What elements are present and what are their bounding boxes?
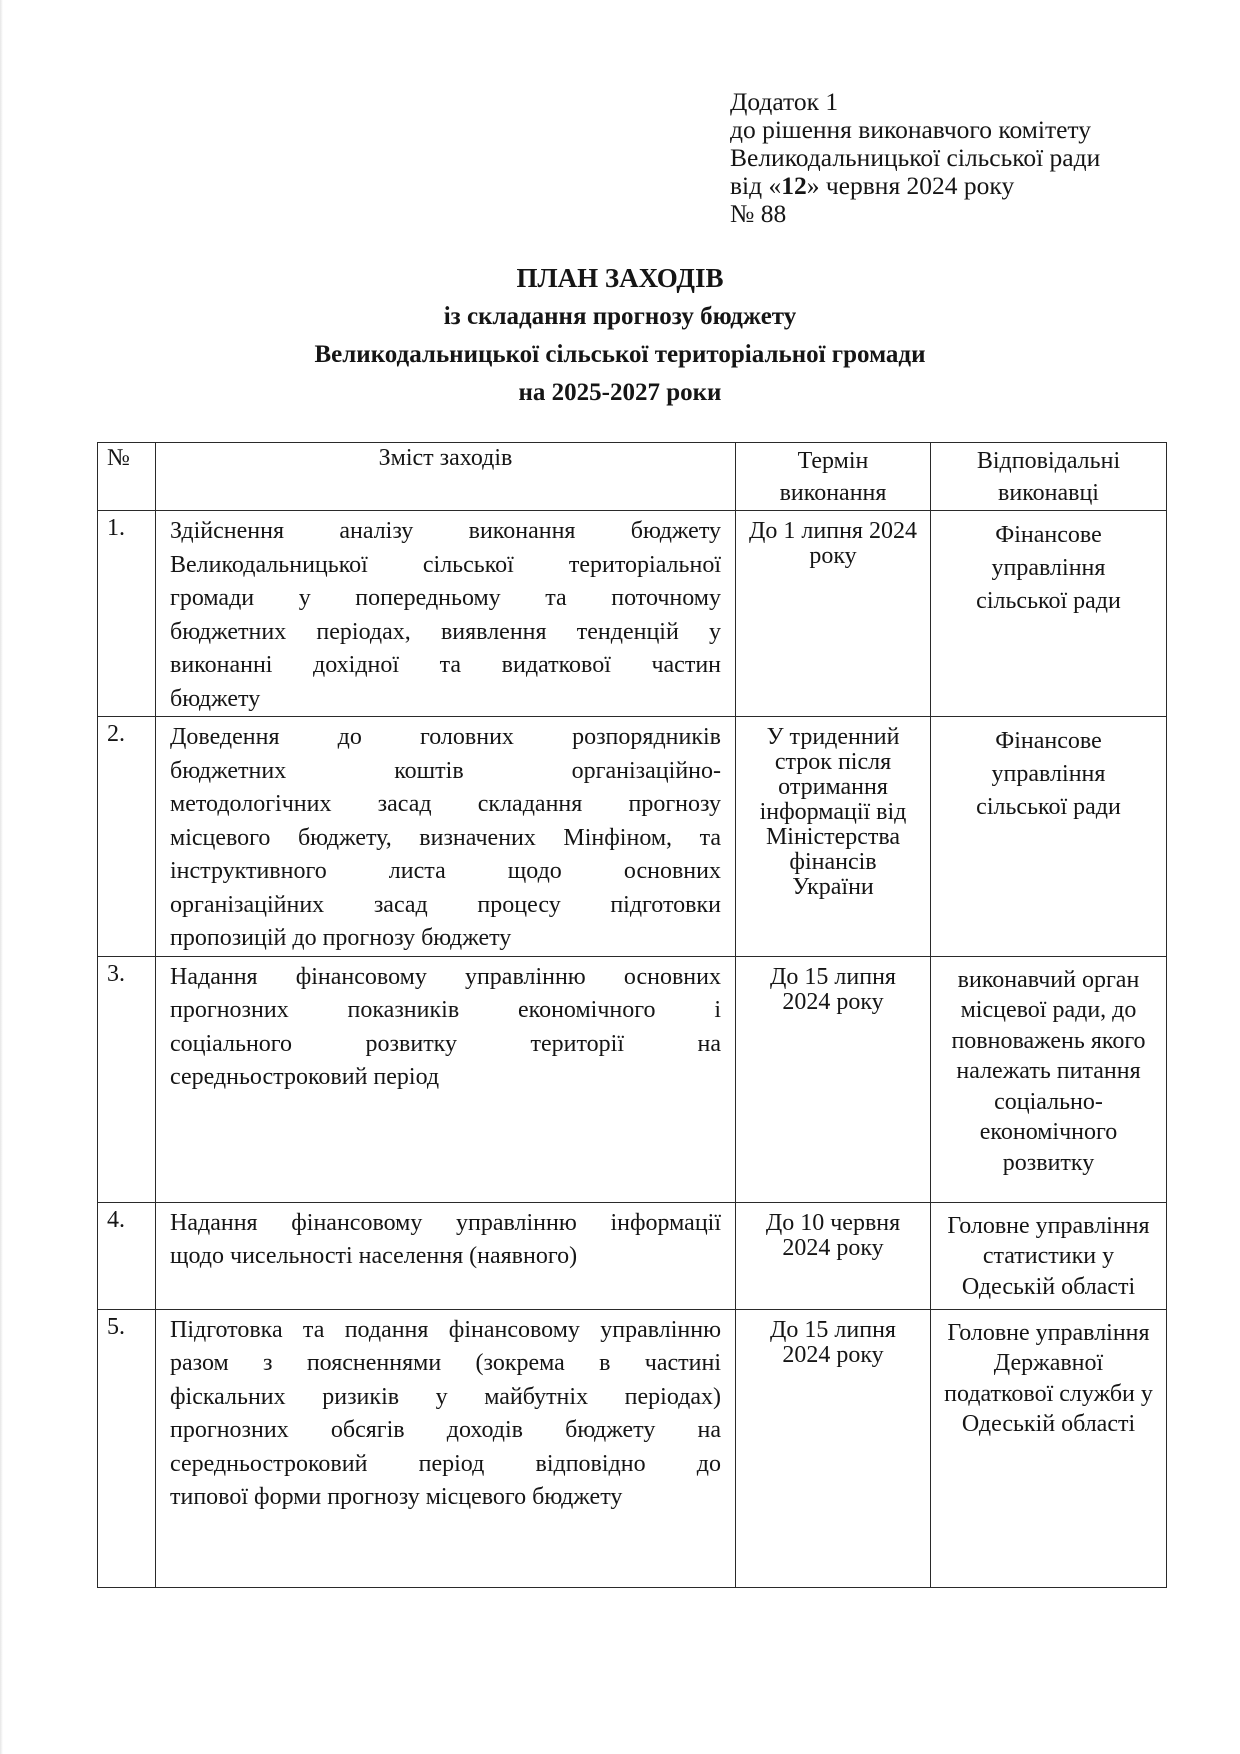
title-subtitle-2: Великодальницької сільської територіальної громади — [314, 341, 926, 368]
content-line: Великодальницької сільської територіальної — [170, 551, 721, 578]
row-content — [156, 717, 736, 957]
row-term — [736, 511, 931, 717]
term-line: фінансів — [789, 849, 877, 875]
content-line: громади у попередньому та поточному — [170, 585, 721, 611]
resp-line: економічного — [979, 1119, 1118, 1145]
term-line: До 15 липня — [770, 1316, 896, 1343]
term-line: Міністерства — [765, 824, 901, 850]
annex-title: Додаток 1 — [730, 87, 839, 116]
row-term — [736, 1309, 931, 1587]
resp-line: сільської ради — [976, 794, 1121, 820]
annex-date-suffix: » червня 2024 року — [806, 171, 1015, 200]
resp-line: соціально- — [994, 1088, 1103, 1115]
row-content — [156, 956, 736, 1202]
resp-line: місцевої ради, до — [960, 997, 1137, 1023]
row-term — [736, 956, 931, 1202]
row-content — [156, 511, 736, 717]
term-line: України — [792, 874, 874, 900]
row-responsible — [931, 717, 1167, 957]
row-content — [156, 1202, 736, 1309]
resp-line: Державної — [993, 1350, 1104, 1376]
term-line: До 15 липня — [770, 963, 896, 990]
table-row — [98, 956, 1167, 1202]
term-line: До 10 червня — [765, 1209, 901, 1236]
row-content — [156, 1309, 736, 1587]
row-term — [736, 717, 931, 957]
content-line: місцевого бюджету, визначених Мінфіном, та — [170, 824, 721, 851]
term-line: інформації від — [759, 799, 907, 825]
title-subtitle-1: із складання прогнозу бюджету — [443, 303, 797, 330]
resp-line: Фінансове — [995, 728, 1102, 754]
row-number: 3. — [98, 956, 156, 1202]
header-term — [736, 443, 931, 511]
title-main: ПЛАН ЗАХОДІВ — [516, 263, 724, 293]
table-row — [98, 511, 1167, 717]
header-term-line: виконання — [779, 480, 887, 506]
plan-table — [97, 442, 1167, 1588]
content-line: методологічних засад складання прогнозу — [170, 791, 721, 817]
content-line: бюджетних періодах, виявлення тенденцій у — [170, 618, 721, 645]
annex-decision: до рішення виконавчого комітету — [730, 115, 1091, 144]
header-content: Зміст заходів — [156, 443, 736, 511]
content-line: разом з поясненнями (зокрема в частині — [170, 1350, 721, 1376]
content-line: соціального розвитку території на — [170, 1030, 721, 1057]
annex-date — [730, 172, 1100, 200]
content-line: прогнозних показників економічного і — [170, 997, 721, 1023]
resp-line: управління — [991, 555, 1106, 581]
content-line: фіскальних ризиків у майбутніх періодах) — [170, 1383, 721, 1410]
header-resp-line: виконавці — [998, 480, 1099, 506]
table-header-row — [98, 443, 1167, 511]
content-line: бюджету — [170, 685, 261, 712]
header-term-line: Термін — [797, 448, 869, 474]
resp-line: належать питання — [956, 1058, 1141, 1084]
content-line: бюджетних коштів організаційно- — [170, 757, 721, 784]
row-responsible — [931, 511, 1167, 717]
resp-line: розвитку — [1002, 1149, 1095, 1176]
content-line: Надання фінансовому управлінню основних — [170, 963, 721, 990]
row-number: 4. — [98, 1202, 156, 1309]
content-line: середньостроковий період відповідно до — [170, 1450, 721, 1477]
resp-line: Одеській області — [961, 1411, 1136, 1437]
content-line: виконанні дохідної та видаткової частин — [170, 652, 721, 678]
document-title — [0, 258, 1240, 412]
term-line: 2024 року — [782, 1341, 884, 1368]
content-line: типової форми прогнозу місцевого бюджету — [170, 1484, 623, 1510]
content-line: щодо чисельності населення (наявного) — [170, 1243, 578, 1269]
annex-header — [730, 88, 1100, 228]
row-number: 1. — [98, 511, 156, 717]
content-line: організаційних засад процесу підготовки — [170, 891, 721, 918]
content-line: Доведення до головних розпорядників — [170, 724, 721, 750]
content-line: інструктивного листа щодо основних — [170, 858, 721, 884]
row-number: 2. — [98, 717, 156, 957]
resp-line: Головне управління — [947, 1319, 1150, 1346]
term-line: До 1 липня 2024 — [749, 518, 917, 544]
term-line: року — [809, 543, 857, 569]
content-line: Підготовка та подання фінансовому управлінню — [170, 1316, 721, 1343]
title-subtitle-3: на 2025-2027 роки — [518, 379, 722, 406]
row-responsible — [931, 956, 1167, 1202]
resp-line: сільської ради — [976, 588, 1121, 614]
term-line: строк після — [774, 749, 892, 775]
table-row — [98, 1309, 1167, 1587]
term-line: У триденний — [766, 724, 900, 750]
annex-council: Великодальницької сільської ради — [730, 143, 1101, 172]
row-term — [736, 1202, 931, 1309]
content-line: прогнозних обсягів доходів бюджету на — [170, 1417, 721, 1443]
content-line: Надання фінансовому управлінню інформації — [170, 1209, 721, 1236]
term-line: 2024 року — [782, 988, 884, 1015]
row-responsible — [931, 1309, 1167, 1587]
content-line: Здійснення аналізу виконання бюджету — [170, 518, 721, 544]
resp-line: Головне управління — [947, 1212, 1150, 1239]
header-responsible — [931, 443, 1167, 511]
term-line: отримання — [778, 774, 888, 800]
header-resp-line: Відповідальні — [976, 448, 1121, 474]
resp-line: виконавчий орган — [957, 966, 1140, 993]
row-number: 5. — [98, 1309, 156, 1587]
annex-date-day: 12 — [781, 171, 807, 200]
table-row — [98, 1202, 1167, 1309]
content-line: середньостроковий період — [170, 1064, 440, 1090]
annex-number: № 88 — [730, 199, 787, 228]
resp-line: повноважень якого — [951, 1027, 1146, 1054]
resp-line: управління — [991, 761, 1106, 787]
term-line: 2024 року — [782, 1234, 884, 1261]
content-line: пропозицій до прогнозу бюджету — [170, 925, 512, 951]
resp-line: Фінансове — [995, 522, 1102, 548]
table-row — [98, 717, 1167, 957]
resp-line: статистики у — [982, 1243, 1115, 1269]
resp-line: податкової служби у — [944, 1380, 1153, 1407]
header-number: № — [98, 443, 156, 511]
annex-date-prefix: від « — [730, 171, 782, 200]
row-responsible — [931, 1202, 1167, 1309]
resp-line: Одеській області — [961, 1273, 1136, 1300]
